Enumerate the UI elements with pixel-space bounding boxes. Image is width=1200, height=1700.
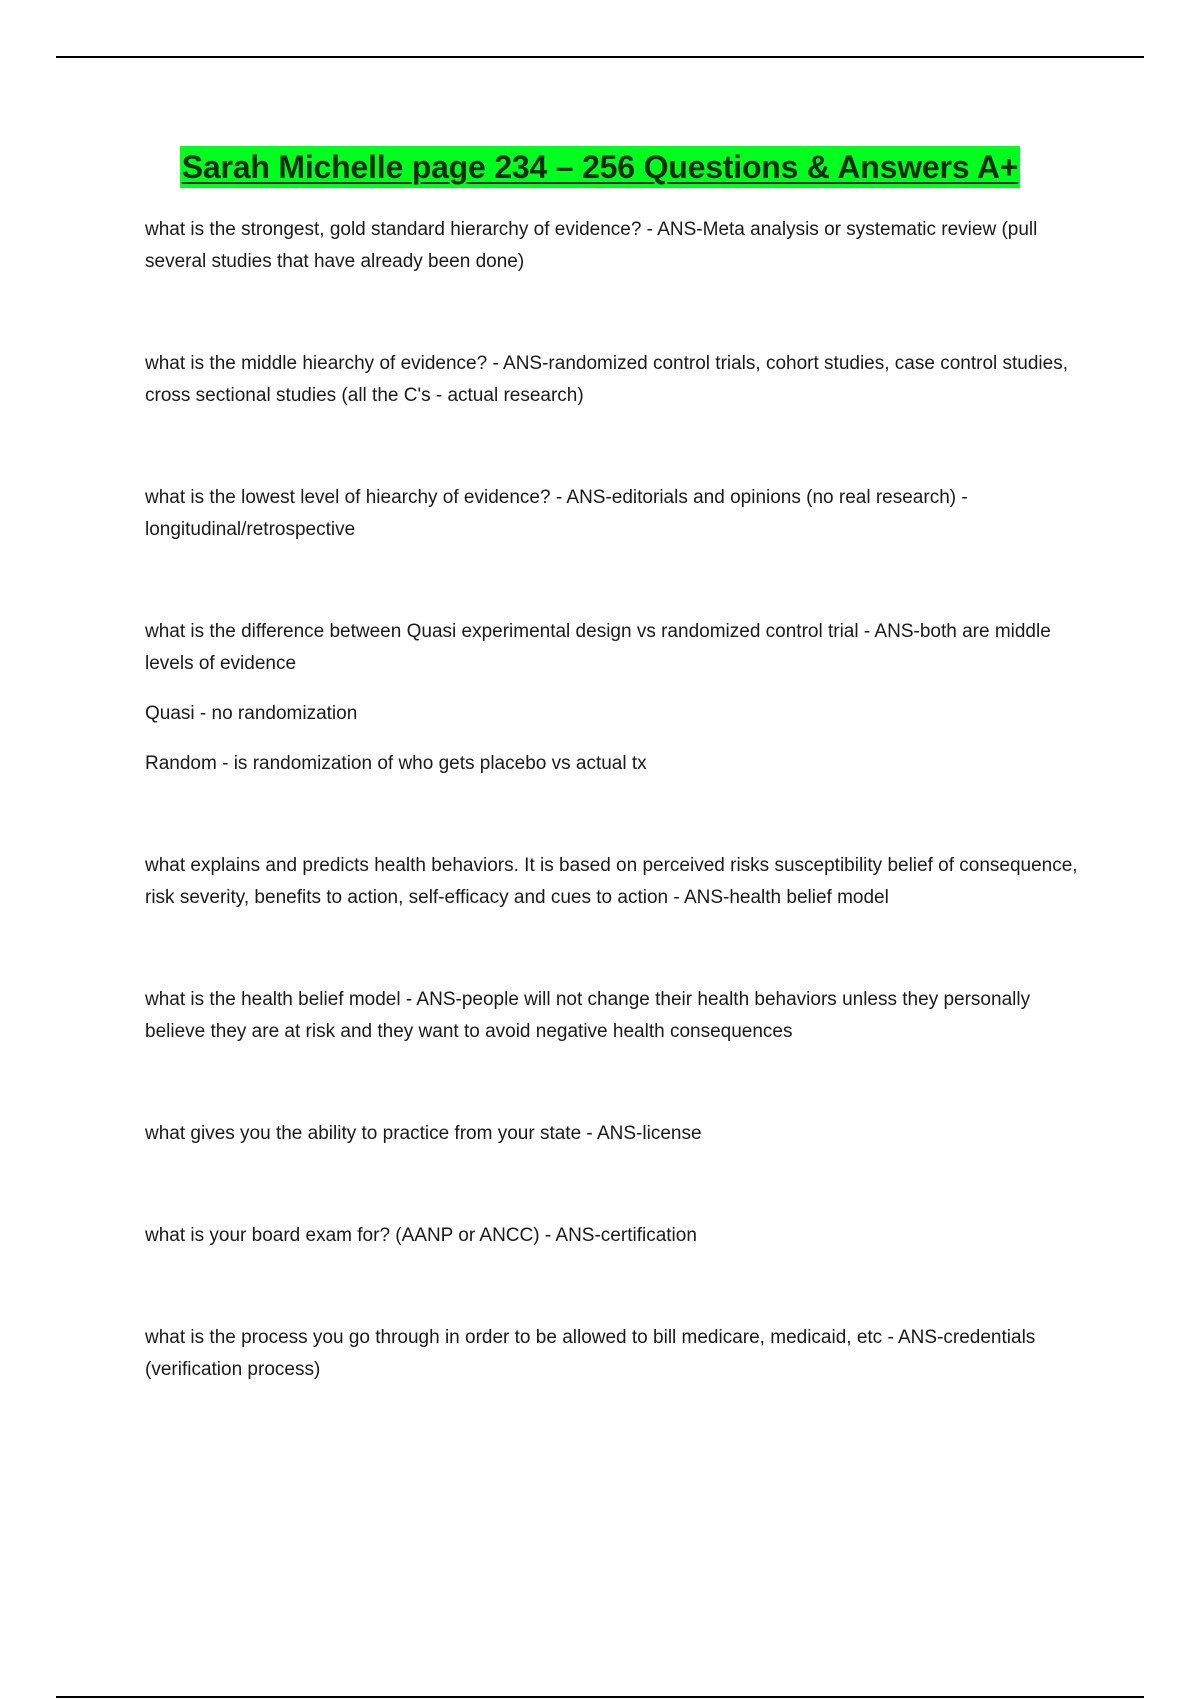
qa-text: what is the difference between Quasi experimental design vs randomized control trial - ANS-both are middle levels of evidence [145,621,1051,674]
qa-text: what explains and predicts health behaviors. It is based on perceived risks susceptibility belief of consequence, risk severity, benefits to action, self-efficacy and cues to action - ANS-health belief model [145,855,1078,908]
qa-text: what is the middle hiearchy of evidence? - ANS-randomized control trials, cohort studies, case control studies, cross sectional studies (all the C's - actual research) [145,353,1069,406]
footer-rule [56,1696,1144,1698]
qa-item-5 [145,850,1085,914]
qa-text: what is the process you go through in order to be allowed to bill medicare, medicaid, etc - ANS-credentials (verification process) [145,1327,1036,1380]
qa-text: what is the lowest level of hiearchy of evidence? - ANS-editorials and opinions (no real research) - longitudinal/retrospective [145,487,968,540]
qa-text: what gives you the ability to practice from your state - ANS-license [145,1123,702,1144]
qa-item-3 [145,482,1085,546]
qa-extra-line: Quasi - no randomization [145,703,358,724]
qa-text: what is the strongest, gold standard hierarchy of evidence? - ANS-Meta analysis or systematic review (pull several studies that have already been done) [145,219,1038,272]
document-title: Sarah Michelle page 234 – 256 Questions & Answers A+ [180,146,1020,188]
qa-item-7 [145,1118,1085,1150]
qa-item-1 [145,214,1085,278]
qa-item-6 [145,984,1085,1048]
qa-item-8 [145,1220,1085,1252]
qa-extra-line: Random - is randomization of who gets placebo vs actual tx [145,753,647,774]
title-container [0,146,1200,188]
qa-item-9 [145,1322,1085,1386]
header-rule [56,56,1144,58]
qa-item-2 [145,348,1085,412]
qa-list [145,214,1085,1386]
qa-text: what is your board exam for? (AANP or ANCC) - ANS-certification [145,1225,697,1246]
qa-text: what is the health belief model - ANS-people will not change their health behaviors unless they personally believe they are at risk and they want to avoid negative health consequences [145,989,1031,1042]
qa-item-4 [145,616,1085,780]
